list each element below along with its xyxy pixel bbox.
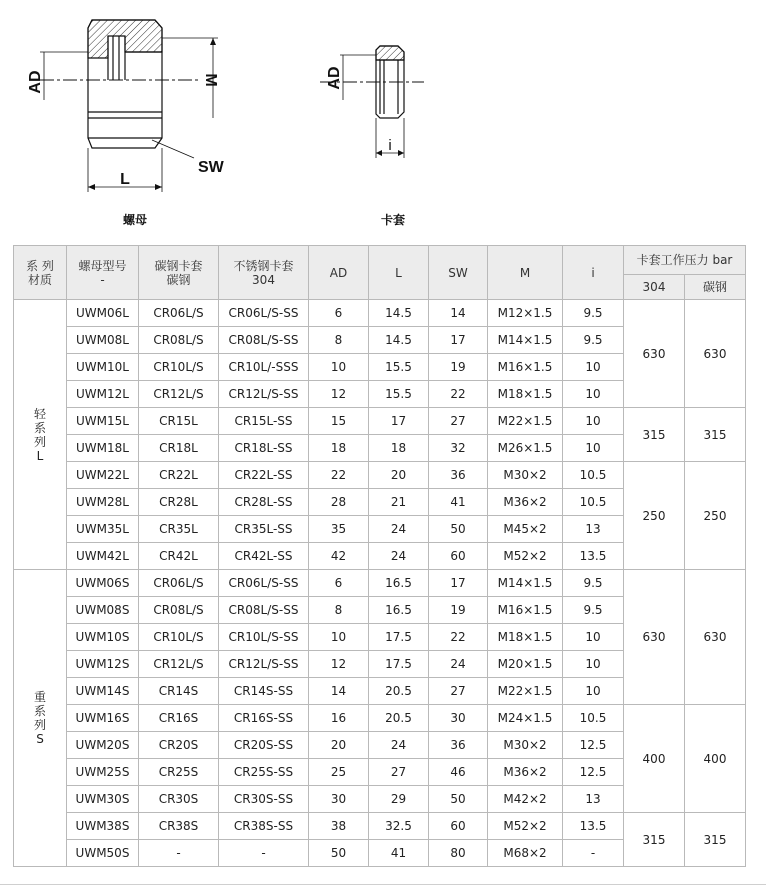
cell-ss: CR12L/S-SS (219, 651, 309, 678)
cell-l: 32.5 (369, 813, 429, 840)
cell-i: - (563, 840, 624, 867)
header-sw: SW (429, 246, 488, 300)
cell-sw: 36 (429, 462, 488, 489)
cell-l: 20.5 (369, 705, 429, 732)
table-row (14, 705, 746, 732)
nut-ad-label: AD (27, 70, 44, 94)
cell-ss: CR28L-SS (219, 489, 309, 516)
cell-nut: UWM16S (67, 705, 139, 732)
cell-sw: 50 (429, 786, 488, 813)
cell-ad: 8 (309, 327, 369, 354)
cell-ss: CR10L/-SSS (219, 354, 309, 381)
cell-ad: 50 (309, 840, 369, 867)
cell-l: 17.5 (369, 651, 429, 678)
cell-i: 9.5 (563, 597, 624, 624)
cell-m: M16×1.5 (488, 354, 563, 381)
cell-carbon: CR35L (139, 516, 219, 543)
cell-carbon: CR22L (139, 462, 219, 489)
cell-ad: 6 (309, 300, 369, 327)
cell-sw: 27 (429, 678, 488, 705)
cell-pressure-304: 630 (624, 570, 685, 705)
cell-pressure-carbon: 315 (685, 408, 746, 462)
cell-i: 10 (563, 408, 624, 435)
cell-ss: - (219, 840, 309, 867)
cell-sw: 22 (429, 381, 488, 408)
cell-nut: UWM50S (67, 840, 139, 867)
cell-ad: 12 (309, 651, 369, 678)
nut-drawing (40, 20, 218, 192)
cell-sw: 19 (429, 597, 488, 624)
cell-sw: 60 (429, 813, 488, 840)
cell-l: 16.5 (369, 597, 429, 624)
technical-drawings (0, 0, 766, 240)
cell-sw: 80 (429, 840, 488, 867)
cell-i: 10 (563, 624, 624, 651)
cell-ss: CR42L-SS (219, 543, 309, 570)
cell-sw: 17 (429, 570, 488, 597)
cell-l: 24 (369, 543, 429, 570)
table-row (14, 300, 746, 327)
cell-sw: 36 (429, 732, 488, 759)
cell-nut: UWM06L (67, 300, 139, 327)
cell-ss: CR12L/S-SS (219, 381, 309, 408)
table-row (14, 408, 746, 435)
cell-ad: 8 (309, 597, 369, 624)
cell-m: M24×1.5 (488, 705, 563, 732)
cell-ad: 12 (309, 381, 369, 408)
cell-ad: 10 (309, 354, 369, 381)
cell-l: 27 (369, 759, 429, 786)
cell-carbon: CR10L/S (139, 624, 219, 651)
cell-l: 16.5 (369, 570, 429, 597)
cell-pressure-carbon: 400 (685, 705, 746, 813)
cell-sw: 22 (429, 624, 488, 651)
cell-carbon: CR12L/S (139, 381, 219, 408)
cell-ad: 38 (309, 813, 369, 840)
series-cell: 重 系 列 S (14, 570, 67, 867)
cell-nut: UWM22L (67, 462, 139, 489)
cell-i: 10.5 (563, 705, 624, 732)
cell-m: M22×1.5 (488, 408, 563, 435)
cell-ad: 10 (309, 624, 369, 651)
cell-i: 10 (563, 381, 624, 408)
cell-carbon: CR15L (139, 408, 219, 435)
cell-l: 41 (369, 840, 429, 867)
cell-m: M30×2 (488, 462, 563, 489)
cell-ss: CR38S-SS (219, 813, 309, 840)
header-pressure-carbon: 碳钢 (685, 275, 746, 300)
cell-sw: 46 (429, 759, 488, 786)
nut-m-label: M (202, 73, 219, 87)
cell-ss: CR06L/S-SS (219, 570, 309, 597)
cell-m: M36×2 (488, 759, 563, 786)
cell-ss: CR20S-SS (219, 732, 309, 759)
cell-m: M30×2 (488, 732, 563, 759)
cell-m: M22×1.5 (488, 678, 563, 705)
cell-nut: UWM35L (67, 516, 139, 543)
header-ad: AD (309, 246, 369, 300)
cell-nut: UWM08L (67, 327, 139, 354)
cell-carbon: CR08L/S (139, 327, 219, 354)
cell-ss: CR14S-SS (219, 678, 309, 705)
cell-i: 13 (563, 516, 624, 543)
cell-carbon: CR28L (139, 489, 219, 516)
cell-ss: CR25S-SS (219, 759, 309, 786)
cell-ad: 42 (309, 543, 369, 570)
header-series: 系 列 材质 (14, 246, 67, 300)
header-nut-model: 螺母型号 - (67, 246, 139, 300)
cell-i: 10 (563, 651, 624, 678)
cell-nut: UWM06S (67, 570, 139, 597)
cell-l: 18 (369, 435, 429, 462)
cell-i: 9.5 (563, 327, 624, 354)
cell-i: 10 (563, 678, 624, 705)
spec-table (13, 245, 746, 867)
cell-ad: 25 (309, 759, 369, 786)
cell-m: M12×1.5 (488, 300, 563, 327)
cell-i: 12.5 (563, 759, 624, 786)
cell-carbon: CR12L/S (139, 651, 219, 678)
cell-m: M52×2 (488, 813, 563, 840)
cell-carbon: CR42L (139, 543, 219, 570)
cell-carbon: CR16S (139, 705, 219, 732)
cell-nut: UWM42L (67, 543, 139, 570)
cell-pressure-304: 250 (624, 462, 685, 570)
cell-carbon: - (139, 840, 219, 867)
cell-carbon: CR14S (139, 678, 219, 705)
cell-m: M20×1.5 (488, 651, 563, 678)
table-row (14, 462, 746, 489)
ferrule-caption: 卡套 (381, 213, 406, 227)
cell-ad: 22 (309, 462, 369, 489)
cell-nut: UWM10L (67, 354, 139, 381)
cell-nut: UWM08S (67, 597, 139, 624)
table-row (14, 570, 746, 597)
cell-ss: CR16S-SS (219, 705, 309, 732)
cell-nut: UWM12L (67, 381, 139, 408)
cell-i: 10 (563, 354, 624, 381)
cell-ss: CR08L/S-SS (219, 327, 309, 354)
cell-i: 13 (563, 786, 624, 813)
cell-nut: UWM15L (67, 408, 139, 435)
table-row (14, 813, 746, 840)
cell-l: 14.5 (369, 327, 429, 354)
cell-ad: 28 (309, 489, 369, 516)
cell-m: M42×2 (488, 786, 563, 813)
cell-l: 14.5 (369, 300, 429, 327)
cell-l: 29 (369, 786, 429, 813)
cell-l: 17 (369, 408, 429, 435)
cell-ad: 15 (309, 408, 369, 435)
cell-m: M14×1.5 (488, 327, 563, 354)
cell-i: 10.5 (563, 489, 624, 516)
cell-pressure-304: 315 (624, 813, 685, 867)
cell-sw: 60 (429, 543, 488, 570)
ferrule-drawing (320, 46, 424, 158)
spec-table-body (14, 300, 746, 867)
cell-i: 10.5 (563, 462, 624, 489)
cell-ss: CR30S-SS (219, 786, 309, 813)
header-m: M (488, 246, 563, 300)
cell-ad: 20 (309, 732, 369, 759)
cell-nut: UWM30S (67, 786, 139, 813)
cell-m: M36×2 (488, 489, 563, 516)
cell-sw: 17 (429, 327, 488, 354)
cell-sw: 14 (429, 300, 488, 327)
cell-i: 12.5 (563, 732, 624, 759)
cell-sw: 27 (429, 408, 488, 435)
nut-caption: 螺母 (123, 213, 148, 227)
cell-nut: UWM12S (67, 651, 139, 678)
header-i: i (563, 246, 624, 300)
cell-l: 24 (369, 732, 429, 759)
ferrule-ad-label: AD (326, 66, 343, 90)
cell-m: M16×1.5 (488, 597, 563, 624)
cell-sw: 30 (429, 705, 488, 732)
cell-i: 13.5 (563, 543, 624, 570)
cell-ss: CR22L-SS (219, 462, 309, 489)
cell-carbon: CR18L (139, 435, 219, 462)
cell-ss: CR10L/S-SS (219, 624, 309, 651)
cell-ss: CR35L-SS (219, 516, 309, 543)
header-carbon-ferrule: 碳钢卡套 碳钢 (139, 246, 219, 300)
cell-nut: UWM18L (67, 435, 139, 462)
cell-sw: 19 (429, 354, 488, 381)
cell-i: 10 (563, 435, 624, 462)
nut-l-label: L (120, 171, 130, 188)
cell-nut: UWM10S (67, 624, 139, 651)
cell-sw: 41 (429, 489, 488, 516)
cell-carbon: CR30S (139, 786, 219, 813)
cell-nut: UWM38S (67, 813, 139, 840)
cell-sw: 24 (429, 651, 488, 678)
cell-ad: 18 (309, 435, 369, 462)
cell-ad: 6 (309, 570, 369, 597)
cell-ad: 30 (309, 786, 369, 813)
cell-pressure-carbon: 630 (685, 300, 746, 408)
cell-i: 13.5 (563, 813, 624, 840)
cell-l: 24 (369, 516, 429, 543)
header-pressure-304: 304 (624, 275, 685, 300)
cell-carbon: CR10L/S (139, 354, 219, 381)
cell-i: 9.5 (563, 300, 624, 327)
cell-ss: CR18L-SS (219, 435, 309, 462)
cell-m: M68×2 (488, 840, 563, 867)
cell-nut: UWM14S (67, 678, 139, 705)
cell-m: M18×1.5 (488, 624, 563, 651)
cell-ad: 16 (309, 705, 369, 732)
cell-carbon: CR38S (139, 813, 219, 840)
cell-ss: CR15L-SS (219, 408, 309, 435)
cell-nut: UWM28L (67, 489, 139, 516)
cell-carbon: CR06L/S (139, 300, 219, 327)
cell-l: 20 (369, 462, 429, 489)
cell-pressure-carbon: 630 (685, 570, 746, 705)
header-l: L (369, 246, 429, 300)
header-ss-ferrule: 不锈钢卡套 304 (219, 246, 309, 300)
cell-ad: 14 (309, 678, 369, 705)
cell-m: M14×1.5 (488, 570, 563, 597)
cell-l: 15.5 (369, 354, 429, 381)
cell-m: M18×1.5 (488, 381, 563, 408)
cell-m: M45×2 (488, 516, 563, 543)
cell-l: 17.5 (369, 624, 429, 651)
cell-carbon: CR08L/S (139, 597, 219, 624)
cell-l: 20.5 (369, 678, 429, 705)
cell-nut: UWM25S (67, 759, 139, 786)
cell-pressure-carbon: 315 (685, 813, 746, 867)
cell-pressure-304: 400 (624, 705, 685, 813)
cell-l: 21 (369, 489, 429, 516)
cell-carbon: CR06L/S (139, 570, 219, 597)
cell-m: M52×2 (488, 543, 563, 570)
ferrule-i-label: i (388, 137, 392, 154)
nut-sw-label: SW (198, 159, 224, 176)
cell-sw: 50 (429, 516, 488, 543)
cell-carbon: CR25S (139, 759, 219, 786)
cell-ss: CR06L/S-SS (219, 300, 309, 327)
cell-i: 9.5 (563, 570, 624, 597)
cell-l: 15.5 (369, 381, 429, 408)
cell-pressure-304: 315 (624, 408, 685, 462)
cell-ss: CR08L/S-SS (219, 597, 309, 624)
cell-carbon: CR20S (139, 732, 219, 759)
cell-nut: UWM20S (67, 732, 139, 759)
cell-sw: 32 (429, 435, 488, 462)
cell-m: M26×1.5 (488, 435, 563, 462)
cell-pressure-304: 630 (624, 300, 685, 408)
cell-pressure-carbon: 250 (685, 462, 746, 570)
cell-ad: 35 (309, 516, 369, 543)
series-cell: 轻 系 列 L (14, 300, 67, 570)
bottom-divider (0, 884, 766, 885)
header-pressure: 卡套工作压力 bar (624, 246, 746, 275)
